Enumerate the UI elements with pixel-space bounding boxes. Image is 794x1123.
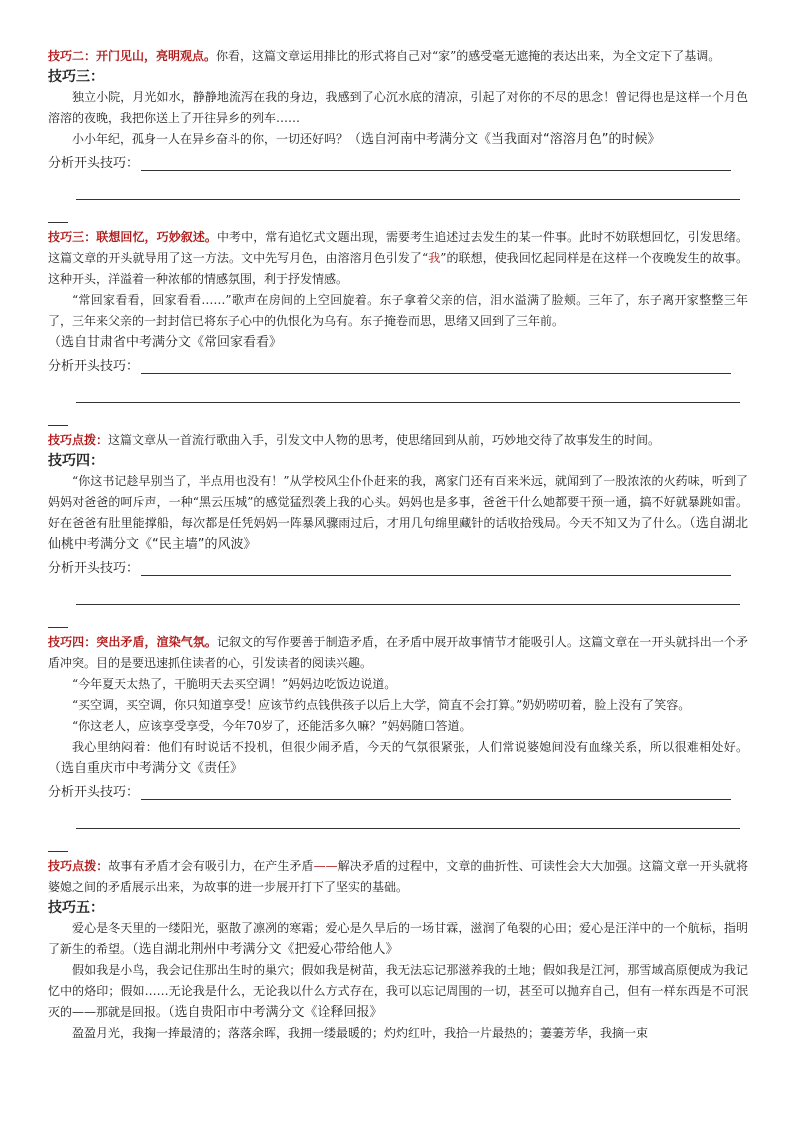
answer-line[interactable] (141, 155, 731, 171)
tip-title: 技巧二：开门见山，亮明观点。 (48, 49, 217, 63)
answer-line[interactable] (76, 374, 740, 403)
tip-title: 技巧点拨： (48, 859, 109, 873)
excerpt-paragraph: 小小年纪，孤身一人在异乡奋斗的你，一切还好吗？（选自河南中考满分文《当我面对“溶溶月色”的时候》 (72, 132, 661, 147)
excerpt-paragraph: 独立小院，月光如水，静静地流泻在我的身边，我感到了心沉水底的清凉，引起了对你的不尽的思念！曾记得也是这样一个月色溶溶的夜晚，我把你送上了开往异乡的列车…… (48, 90, 748, 125)
tip-title: 技巧点拨： (48, 433, 109, 447)
answer-label: 分析开头技巧： (48, 561, 140, 576)
answer-line[interactable] (76, 800, 740, 829)
source-citation: （选自湖北仙桃中考满分文《“民主墙”的风波》 (48, 516, 748, 552)
excerpt-paragraph: “买空调，买空调，你只知道享受！应该节约点钱供孩子以后上大学，简直不会打算。”奶奶唠叨着，脸上没有了笑容。 (72, 698, 691, 712)
tip-paragraph-4: 技巧四：突出矛盾，渲染气氛。记叙文的写作要善于制造矛盾，在矛盾中展开故事情节才能吸引人。这篇文章在一开头就抖出一个矛盾冲突。目的是要迅速抓住读者的心，引发读者的阅读兴趣。 (48, 635, 748, 670)
divider (48, 627, 68, 628)
tip-title: 技巧三：联想回忆，巧妙叙述。 (48, 230, 217, 244)
tip-text: 你看，这篇文章运用排比的形式将自己对“家”的感受毫无遮掩的表达出来，为全文定下了基调。 (216, 49, 721, 63)
divider (48, 222, 68, 223)
excerpt-paragraph: “你这老人，应该享受享受，今年70岁了，还能活多久嘛？”妈妈随口答道。 (72, 719, 472, 733)
excerpt-paragraph: “今年夏天太热了，干脆明天去买空调！”妈妈边吃饭边说道。 (72, 677, 397, 691)
answer-line[interactable] (76, 171, 740, 200)
tip-paragraph-5: 技巧点拨：故事有矛盾才会有吸引力，在产生矛盾——解决矛盾的过程中，文章的曲折性、可读性会大大加强。这篇文章一开头就将婆媳之间的矛盾展示出来，为故事的进一步展开打下了坚实的基础。 (48, 859, 748, 894)
source-citation: （选自湖北荆州中考满分文《把爱心带给他人》 (132, 942, 399, 957)
answer-row (48, 555, 748, 576)
answer-line[interactable] (141, 560, 731, 576)
excerpt-paragraph: “你这书记趁早别当了，半点用也没有！”从学校风尘仆仆赶来的我，离家门还有百来米远，就闻到了一股浓浓的火药味，听到了妈妈对爸爸的呵斥声，一种“黑云压城”的感觉猛烈袭上我的心头。妈妈也是多事，爸爸干什么她都要干预一通，搞不好就暴跳如雷。好在爸爸有肚里能撑船，每次都是任凭妈妈一阵暴风骤雨过后，才用几句绵里藏针的话收拾残局。今天不知又为了什么。（选自湖北仙桃中考满分文《“民主墙”的风波》 (48, 474, 748, 552)
source-citation: （选自甘肃省中考满分文《常回家看看》 (48, 335, 283, 350)
divider (48, 851, 68, 852)
answer-line[interactable] (76, 576, 740, 605)
answer-row (48, 779, 748, 800)
section-heading-3: 技巧三： (48, 69, 104, 85)
excerpt-paragraph: “常回家看看，回家看看……”歌声在房间的上空回旋着。东子拿着父亲的信，泪水溢满了脸颊。三年了，东子离开家整整三年了，三年来父亲的一封封信已将东子心中的仇恨化为乌有。东子掩卷而思，思绪又回到了三年前。 (48, 293, 748, 328)
tip-paragraph-2: 技巧三：联想回忆，巧妙叙述。中考中，常有追忆式文题出现，需要考生追述过去发生的某一件事。此时不妨联想回忆，引发思绪。这篇文章的开头就导用了这一方法。文中先写月色，由溶溶月色引发了“我”的联想，使我回忆起同样是在这样一个夜晚发生的故事。这种开头，洋溢着一种浓郁的情感氛围，利于抒发情感。 (48, 230, 748, 286)
source-citation: （选自重庆市中考满分文《责任》 (48, 761, 244, 776)
answer-line[interactable] (141, 358, 731, 374)
answer-row (48, 353, 748, 374)
excerpt-paragraph: 爱心是冬天里的一缕阳光，驱散了凛冽的寒霜；爱心是久旱后的一场甘霖，滋润了龟裂的心田；爱心是汪洋中的一个航标，指明了新生的希望。（选自湖北荆州中考满分文《把爱心带给他人》 (48, 921, 748, 957)
section-heading-4: 技巧四： (48, 453, 104, 469)
answer-row (48, 150, 748, 171)
answer-label: 分析开头技巧： (48, 359, 140, 374)
tip-title: 技巧四：突出矛盾，渲染气氛。 (48, 635, 217, 649)
answer-line[interactable] (141, 784, 731, 800)
excerpt-paragraph: 假如我是小鸟，我会记住那出生时的巢穴；假如我是树苗，我无法忘记那滋养我的土地；假如我是江河，那雪域高原便成为我记忆中的烙印；假如……无论我是什么，无论我以什么方式存在，我可以忘记周围的一切，甚至可以抛弃自己，但有一样东西是不可泯灭的——那就是回报。（选自贵阳市中考满分文《诠释回报》 (48, 963, 748, 1020)
tip-paragraph-3: 技巧点拨：这篇文章从一首流行歌曲入手，引发文中人物的思考，使思绪回到从前，巧妙地交待了故事发生的时间。 (48, 433, 661, 447)
excerpt-paragraph: 我心里纳闷着：他们有时说话不投机，但很少闹矛盾，今天的气氛很紧张，人们常说婆媳间没有血缘关系，所以很难相处好。（选自重庆市中考满分文《责任》 (48, 740, 748, 776)
source-citation: （选自河南中考满分文《当我面对“溶溶月色”的时候》 (348, 132, 661, 147)
source-citation: （选自贵阳市中考满分文《诠释回报》 (168, 1005, 383, 1020)
document-page (48, 46, 748, 1044)
answer-label: 分析开头技巧： (48, 156, 140, 171)
divider (48, 425, 68, 426)
excerpt-paragraph: 盈盈月光，我掬一捧最清的；落落余晖，我拥一缕最暖的；灼灼红叶，我拾一片最热的；萋萋芳华，我摘一束 (72, 1026, 649, 1040)
tip-paragraph-1 (48, 46, 748, 67)
source-line (48, 332, 748, 353)
section-heading-5: 技巧五： (48, 900, 104, 916)
answer-label: 分析开头技巧： (48, 785, 140, 800)
